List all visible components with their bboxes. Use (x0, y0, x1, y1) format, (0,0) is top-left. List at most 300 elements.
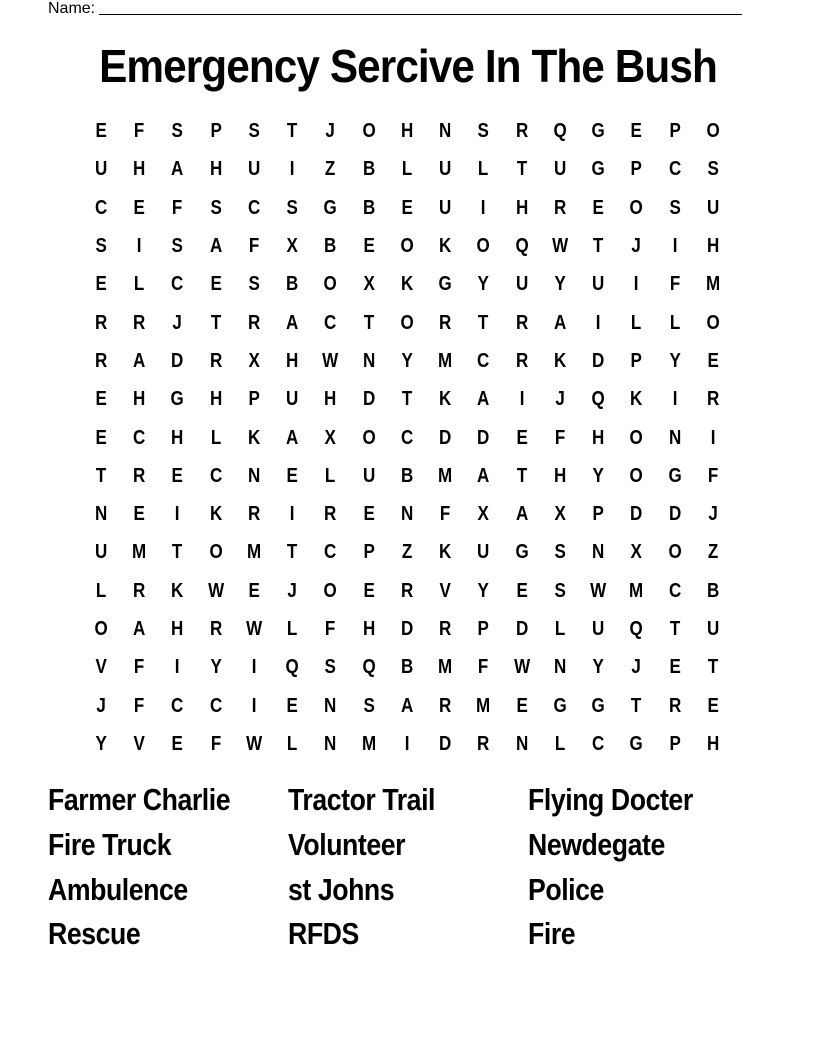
grid-letter: R (553, 196, 567, 219)
grid-letter: K (439, 388, 452, 411)
grid-letter: O (476, 235, 491, 258)
grid-letter: G (668, 464, 682, 487)
grid-letter: A (133, 618, 146, 640)
grid-letter: V (439, 579, 451, 602)
grid-letter: Z (401, 541, 413, 564)
grid-letter: P (668, 120, 681, 143)
grid-letter: A (133, 349, 146, 372)
grid-letter: S (324, 656, 337, 679)
grid-letter: O (94, 618, 108, 640)
grid-letter: B (362, 196, 375, 219)
name-field (48, 0, 742, 18)
grid-letter: K (247, 426, 261, 449)
grid-letter: P (363, 541, 375, 564)
grid-letter: K (400, 273, 414, 296)
grid-letter: D (362, 388, 375, 411)
grid-letter: H (133, 388, 146, 411)
grid-letter: G (591, 158, 605, 181)
grid-letter: R (209, 349, 222, 372)
grid-letter: O (209, 541, 223, 564)
grid-letter: T (669, 618, 680, 640)
grid-letter: P (630, 349, 643, 372)
grid-letter: T (516, 158, 527, 181)
grid-letter: S (477, 120, 490, 143)
grid-letter: C (668, 579, 681, 602)
grid-letter: I (634, 273, 639, 296)
grid-letter: I (251, 656, 257, 679)
grid-letter: E (707, 694, 719, 717)
grid-letter: D (439, 426, 452, 449)
grid-row (82, 648, 732, 686)
grid-letter: J (287, 579, 298, 602)
grid-letter: Q (553, 120, 567, 143)
grid-letter: H (324, 388, 337, 411)
grid-letter: V (95, 656, 107, 679)
grid-letter: C (209, 694, 222, 717)
grid-letter: U (439, 196, 452, 219)
grid-letter: O (629, 196, 644, 219)
grid-letter: O (323, 273, 338, 296)
grid-letter: O (400, 311, 414, 334)
grid-letter: R (324, 503, 337, 526)
grid-row (82, 150, 732, 188)
grid-letter: H (209, 158, 222, 181)
grid-letter: O (706, 311, 720, 334)
grid-letter: P (210, 120, 222, 143)
grid-letter: Y (401, 349, 413, 372)
grid-letter: R (515, 349, 528, 372)
grid-letter: F (172, 196, 183, 219)
grid-letter: U (439, 158, 452, 181)
grid-letter: J (708, 503, 718, 526)
grid-letter: T (631, 694, 642, 717)
grid-letter: M (438, 656, 453, 679)
grid-letter: M (438, 464, 453, 487)
grid-letter: D (400, 618, 414, 640)
grid-letter: R (439, 618, 452, 640)
grid-letter: O (400, 235, 414, 258)
grid-letter: L (669, 311, 680, 334)
grid-letter: Y (554, 273, 566, 296)
grid-letter: X (554, 503, 566, 526)
grid-letter: E (95, 120, 107, 143)
grid-letter: T (95, 464, 107, 487)
grid-letter: A (515, 503, 528, 526)
grid-letter: R (247, 311, 261, 334)
grid-letter: E (171, 732, 184, 755)
grid-letter: P (477, 618, 490, 640)
grid-letter: U (286, 388, 299, 411)
grid-letter: S (210, 196, 222, 219)
grid-letter: H (400, 120, 414, 143)
grid-letter: T (478, 311, 489, 334)
grid-row (82, 265, 732, 303)
grid-letter: K (553, 349, 567, 372)
grid-letter: K (630, 388, 643, 411)
grid-letter: N (439, 120, 452, 143)
grid-letter: Q (629, 618, 644, 640)
grid-letter: G (591, 120, 605, 143)
grid-letter: E (133, 196, 146, 219)
grid-letter: T (516, 464, 527, 487)
grid-letter: M (246, 541, 262, 564)
grid-letter: W (322, 349, 339, 372)
grid-letter: N (400, 503, 414, 526)
grid-letter: C (94, 196, 108, 219)
grid-letter: T (287, 120, 298, 143)
grid-letter: D (477, 426, 490, 449)
grid-letter: X (248, 349, 260, 372)
grid-letter: Q (362, 656, 376, 679)
grid-letter: L (95, 579, 107, 602)
word-list-item: Flying Docter (528, 782, 693, 817)
name-label: Name: (48, 0, 96, 17)
grid-letter: E (592, 196, 604, 219)
grid-letter: E (210, 273, 222, 296)
grid-letter: S (171, 120, 184, 143)
grid-letter: L (210, 426, 222, 449)
grid-row (82, 380, 732, 418)
grid-letter: F (669, 273, 680, 296)
grid-row (82, 112, 732, 150)
grid-row (82, 610, 732, 648)
letter-grid (82, 112, 732, 763)
grid-letter: T (363, 311, 374, 334)
grid-letter: U (515, 273, 528, 296)
grid-letter: S (554, 541, 566, 564)
grid-letter: F (707, 464, 719, 487)
word-list-item: st Johns (288, 871, 395, 907)
grid-letter: A (400, 694, 414, 717)
grid-letter: W (590, 579, 607, 602)
grid-letter: K (439, 541, 452, 564)
grid-letter: R (133, 464, 146, 487)
grid-letter: A (553, 311, 567, 334)
grid-letter: U (94, 541, 108, 564)
grid-letter: J (631, 656, 642, 679)
grid-letter: L (554, 732, 566, 755)
grid-letter: J (325, 120, 336, 143)
grid-letter: H (515, 196, 528, 219)
grid-letter: F (440, 503, 451, 526)
grid-letter: D (592, 349, 605, 372)
grid-row (82, 457, 732, 495)
grid-letter: J (631, 235, 642, 258)
grid-letter: X (477, 503, 490, 526)
word-list-item: Police (528, 871, 604, 907)
grid-letter: E (668, 656, 681, 679)
grid-row (82, 533, 732, 571)
word-list-item: Farmer Charlie (48, 782, 231, 817)
grid-row (82, 572, 732, 610)
grid-letter: Y (668, 349, 681, 372)
grid-letter: F (248, 235, 260, 258)
grid-letter: I (251, 694, 257, 717)
grid-letter: D (439, 732, 452, 755)
grid-letter: O (629, 426, 644, 449)
grid-letter: R (668, 694, 681, 717)
grid-letter: G (438, 273, 452, 296)
grid-letter: P (592, 503, 604, 526)
grid-letter: W (513, 656, 530, 679)
grid-letter: F (325, 618, 336, 640)
grid-letter: E (286, 464, 298, 487)
grid-letter: C (477, 349, 490, 372)
grid-letter: C (324, 541, 337, 564)
grid-letter: W (207, 579, 224, 602)
grid-letter: E (630, 120, 643, 143)
grid-letter: E (363, 579, 375, 602)
grid-letter: R (133, 579, 146, 602)
grid-letter: X (286, 235, 298, 258)
grid-letter: L (631, 311, 642, 334)
grid-letter: T (401, 388, 413, 411)
grid-letter: M (438, 349, 453, 372)
grid-letter: Q (591, 388, 605, 411)
grid-letter: Y (210, 656, 222, 679)
grid-letter: D (630, 503, 643, 526)
grid-letter: P (630, 158, 643, 181)
grid-letter: N (324, 732, 337, 755)
grid-letter: J (172, 311, 183, 334)
word-list-item: Fire Truck (48, 826, 172, 862)
grid-letter: Y (95, 732, 107, 755)
grid-letter: Y (592, 464, 604, 487)
grid-letter: S (286, 196, 298, 219)
grid-letter: I (136, 235, 142, 258)
grid-letter: Y (477, 579, 490, 602)
grid-letter: B (706, 579, 720, 602)
grid-letter: H (706, 235, 720, 258)
grid-letter: R (439, 311, 452, 334)
grid-letter: B (286, 273, 299, 296)
grid-letter: N (247, 464, 261, 487)
grid-row (82, 725, 732, 763)
grid-letter: E (707, 349, 719, 372)
grid-letter: P (248, 388, 260, 411)
grid-letter: C (324, 311, 337, 334)
grid-letter: I (595, 311, 601, 334)
grid-letter: E (516, 426, 528, 449)
grid-letter: A (171, 158, 184, 181)
grid-letter: T (172, 541, 183, 564)
grid-letter: O (629, 464, 644, 487)
grid-letter: G (323, 196, 338, 219)
grid-letter: L (401, 158, 413, 181)
grid-letter: F (478, 656, 489, 679)
grid-letter: S (248, 273, 260, 296)
grid-letter: O (323, 579, 338, 602)
grid-letter: A (477, 388, 490, 411)
grid-letter: X (363, 273, 375, 296)
grid-letter: V (133, 732, 146, 755)
grid-letter: R (706, 388, 720, 411)
grid-letter: H (592, 426, 605, 449)
grid-letter: M (705, 273, 720, 296)
grid-letter: I (404, 732, 410, 755)
grid-letter: Z (325, 158, 336, 181)
grid-letter: U (247, 158, 261, 181)
grid-letter: T (707, 656, 719, 679)
grid-row (82, 418, 732, 456)
grid-letter: E (401, 196, 413, 219)
word-list-item: Fire (528, 916, 576, 952)
grid-letter: W (246, 732, 263, 755)
word-list-item: RFDS (288, 916, 359, 952)
grid-letter: C (171, 694, 184, 717)
grid-letter: F (134, 120, 145, 143)
grid-row (82, 303, 732, 341)
grid-letter: F (134, 656, 145, 679)
grid-letter: L (134, 273, 145, 296)
grid-letter: E (248, 579, 260, 602)
grid-letter: U (706, 618, 720, 640)
grid-letter: M (361, 732, 376, 755)
grid-letter: B (400, 464, 414, 487)
grid-letter: E (363, 235, 375, 258)
grid-letter: I (481, 196, 486, 219)
grid-letter: G (170, 388, 185, 411)
grid-letter: H (286, 349, 299, 372)
grid-letter: R (515, 120, 528, 143)
grid-letter: S (363, 694, 375, 717)
grid-letter: W (246, 618, 263, 640)
grid-letter: G (591, 694, 605, 717)
word-list-item: Newdegate (528, 826, 665, 862)
grid-letter: H (171, 426, 184, 449)
grid-letter: D (515, 618, 528, 640)
grid-letter: A (286, 311, 299, 334)
grid-letter: I (289, 503, 295, 526)
grid-letter: R (209, 618, 222, 640)
grid-letter: G (515, 541, 529, 564)
grid-letter: R (515, 311, 528, 334)
grid-letter: O (706, 120, 720, 143)
grid-letter: H (362, 618, 375, 640)
grid-letter: N (515, 732, 528, 755)
word-list (48, 778, 768, 957)
grid-letter: T (592, 235, 604, 258)
grid-letter: K (209, 503, 222, 526)
grid-letter: R (133, 311, 146, 334)
grid-letter: K (171, 579, 184, 602)
grid-letter: O (362, 120, 376, 143)
grid-letter: F (210, 732, 222, 755)
grid-letter: H (706, 732, 720, 755)
grid-letter: Q (285, 656, 299, 679)
grid-letter: I (175, 503, 180, 526)
grid-letter: E (95, 273, 107, 296)
grid-letter: L (554, 618, 566, 640)
grid-letter: N (553, 656, 567, 679)
grid-letter: K (439, 235, 452, 258)
grid-letter: R (400, 579, 414, 602)
grid-letter: M (476, 694, 491, 717)
grid-letter: C (668, 158, 681, 181)
word-list-item: Tractor Trail (288, 782, 436, 817)
grid-letter: X (630, 541, 643, 564)
page-title: Emergency Sercive In The Bush (99, 40, 717, 92)
grid-letter: S (554, 579, 566, 602)
grid-letter: O (362, 426, 376, 449)
grid-letter: M (629, 579, 644, 602)
grid-letter: A (286, 426, 299, 449)
grid-letter: C (133, 426, 146, 449)
grid-letter: N (668, 426, 681, 449)
grid-letter: E (133, 503, 146, 526)
grid-letter: C (592, 732, 605, 755)
grid-letter: Y (592, 656, 604, 679)
grid-letter: U (94, 158, 108, 181)
grid-letter: I (175, 656, 180, 679)
grid-letter: Q (515, 235, 529, 258)
grid-letter: S (248, 120, 260, 143)
grid-letter: L (287, 618, 298, 640)
grid-letter: G (553, 694, 567, 717)
grid-letter: R (94, 311, 108, 334)
grid-letter: I (289, 158, 295, 181)
grid-letter: E (95, 426, 107, 449)
grid-letter: U (362, 464, 375, 487)
grid-letter: U (592, 273, 605, 296)
grid-letter: B (324, 235, 337, 258)
grid-letter: L (287, 732, 298, 755)
grid-letter: U (477, 541, 490, 564)
name-underline (99, 14, 742, 15)
grid-letter: S (171, 235, 184, 258)
grid-letter: H (133, 158, 146, 181)
grid-letter: H (553, 464, 567, 487)
grid-letter: R (247, 503, 261, 526)
grid-letter: J (555, 388, 565, 411)
grid-letter: E (95, 388, 107, 411)
grid-letter: L (325, 464, 336, 487)
grid-letter: Z (707, 541, 719, 564)
grid-letter: H (171, 618, 184, 640)
grid-letter: B (400, 656, 414, 679)
word-list-item: Ambulence (48, 871, 188, 907)
grid-letter: S (668, 196, 681, 219)
word-list-item: Rescue (48, 916, 141, 952)
grid-row (82, 686, 732, 724)
grid-row (82, 495, 732, 533)
grid-letter: N (324, 694, 337, 717)
grid-letter: H (209, 388, 222, 411)
grid-letter: B (362, 158, 375, 181)
grid-letter: U (592, 618, 605, 640)
grid-letter: A (477, 464, 490, 487)
grid-letter: C (171, 273, 184, 296)
grid-letter: X (324, 426, 337, 449)
grid-row (82, 227, 732, 265)
grid-letter: D (171, 349, 184, 372)
grid-letter: E (363, 503, 375, 526)
grid-letter: E (516, 579, 528, 602)
grid-letter: T (287, 541, 298, 564)
grid-letter: U (706, 196, 720, 219)
grid-letter: P (668, 732, 681, 755)
grid-letter: U (553, 158, 567, 181)
grid-letter: I (519, 388, 525, 411)
grid-letter: R (94, 349, 108, 372)
grid-letter: S (707, 158, 719, 181)
grid-letter: I (672, 388, 677, 411)
grid-letter: R (439, 694, 452, 717)
grid-letter: C (247, 196, 261, 219)
grid-letter: W (551, 235, 568, 258)
grid-letter: F (554, 426, 566, 449)
grid-letter: F (134, 694, 145, 717)
